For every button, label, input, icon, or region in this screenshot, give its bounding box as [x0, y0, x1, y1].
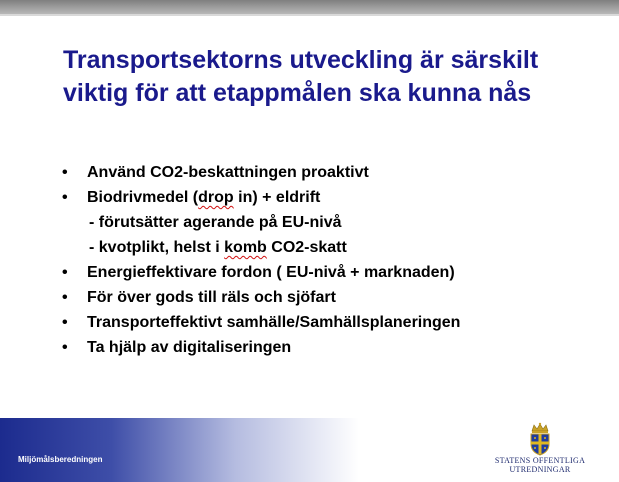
top-bar [0, 0, 619, 14]
bullet-item [62, 160, 602, 185]
bullet-text: För över gods till räls och sjöfart [87, 289, 336, 306]
bullet-item [62, 285, 602, 310]
top-divider [0, 14, 619, 16]
sou-logo [490, 422, 590, 478]
bullet-item [62, 185, 602, 210]
bullet-text: Transporteffektivt samhälle/Samhällsplaneringen [87, 314, 461, 331]
sub-bullet-text-before: - kvotplikt, helst i [89, 239, 225, 256]
bullet-item [62, 260, 602, 285]
sub-bullet-text-after: CO2-skatt [266, 239, 347, 256]
sub-bullet-text: - förutsätter agerande på EU-nivå [89, 214, 342, 231]
bullet-text: Energieffektivare fordon ( EU-nivå + marknaden) [87, 264, 455, 281]
bullet-text: Ta hjälp av digitaliseringen [87, 339, 292, 356]
sub-bullet-item [62, 235, 602, 260]
spellcheck-flagged-word: drop [198, 189, 234, 206]
slide-title: Transportsektorns utveckling är särskilt viktig för att etappmålen ska kunna nås [63, 46, 539, 107]
spellcheck-flagged-word: komb [224, 239, 267, 256]
footer-label: Miljömålsberedningen [18, 455, 103, 464]
logo-line-1: STATENS OFFENTLIGA [494, 456, 586, 465]
bullet-text: Använd CO2-beskattningen proaktivt [87, 164, 369, 181]
bullet-item [62, 310, 602, 335]
bullet-text-after: in) + eldrift [233, 189, 321, 206]
bullet-item [62, 335, 602, 360]
bullet-list [62, 160, 602, 360]
logo-line-2: UTREDNINGAR [509, 465, 571, 474]
sub-bullet-item [62, 210, 602, 235]
bullet-text-before: Biodrivmedel ( [87, 189, 199, 206]
crown-shield-icon [525, 422, 555, 456]
